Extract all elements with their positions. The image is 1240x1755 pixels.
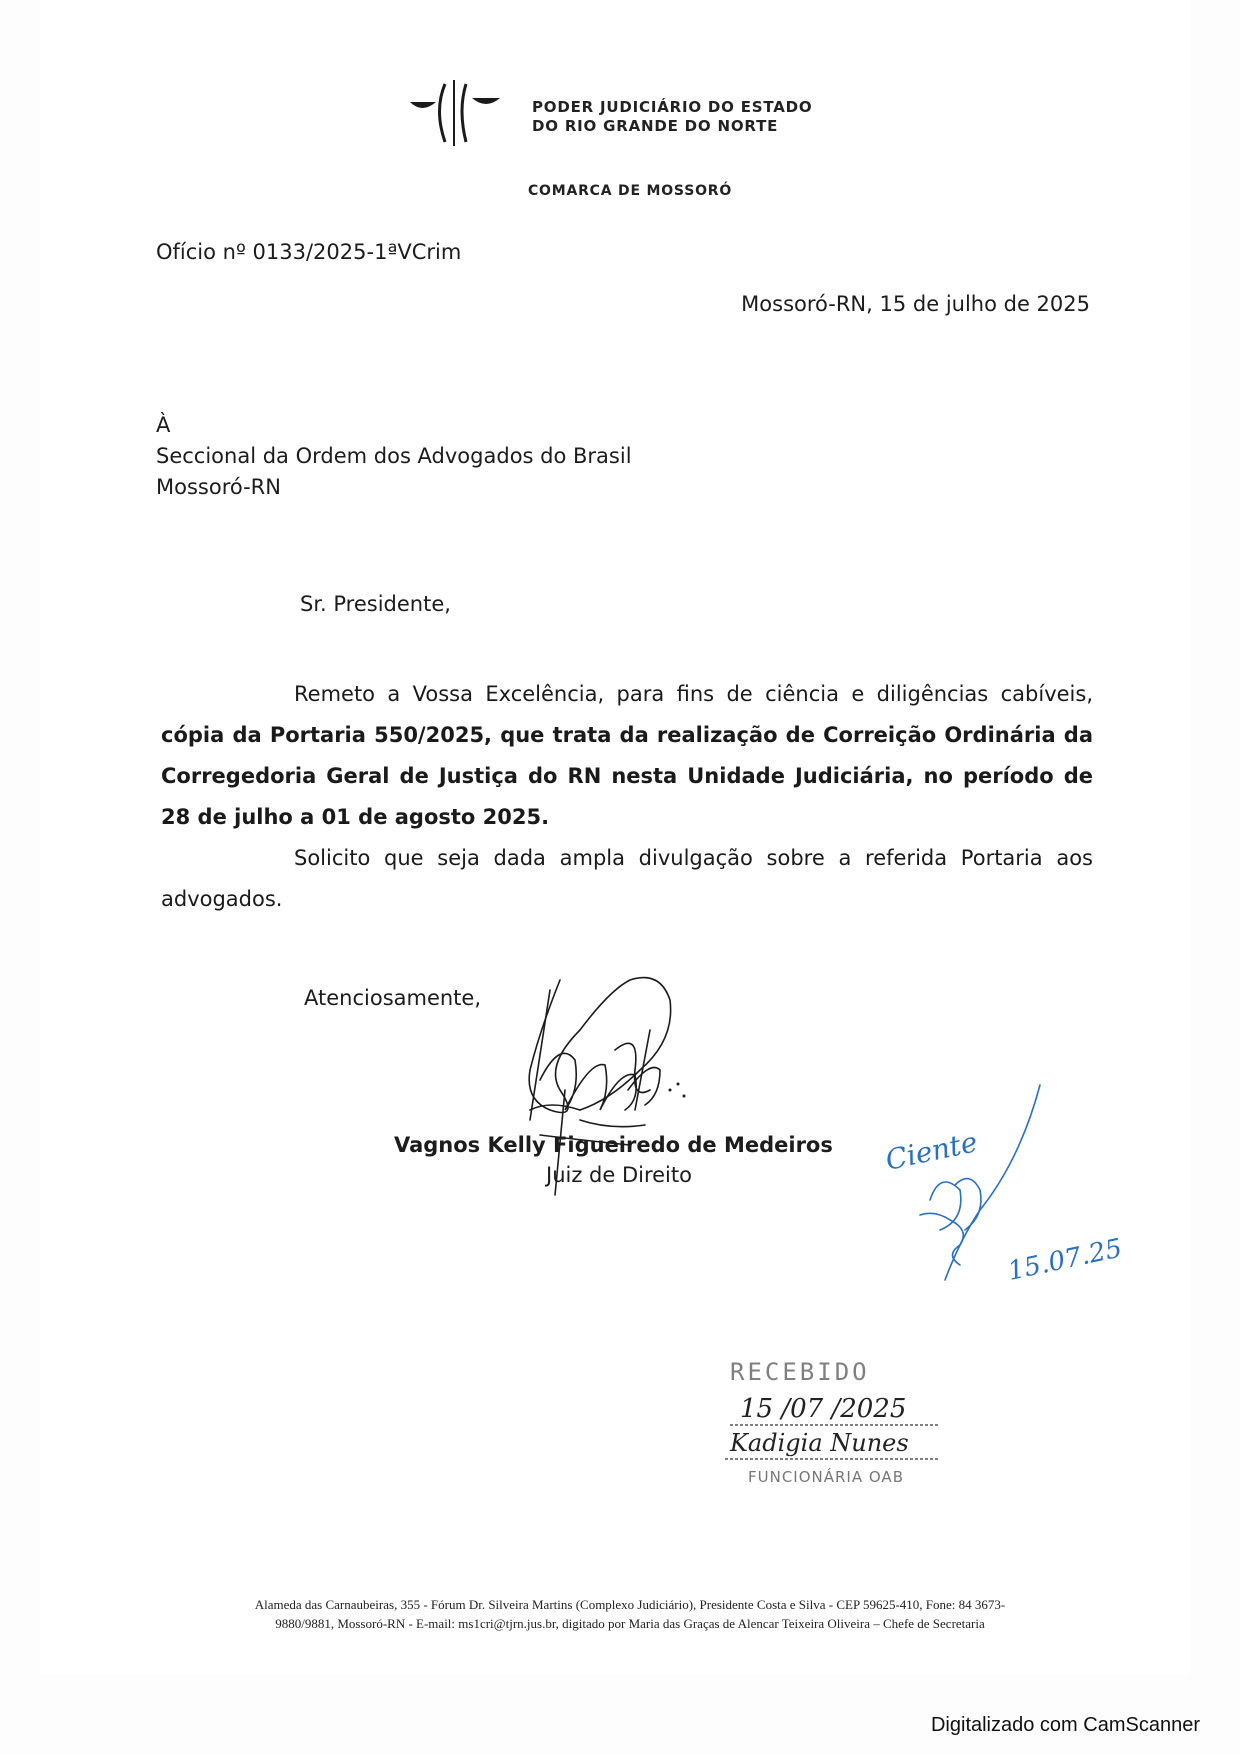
recipient-line-2: Mossoró-RN — [156, 475, 281, 499]
judiciary-logo-icon — [408, 80, 518, 146]
ciente-date: 15.07.25 — [1005, 1233, 1125, 1287]
closing: Atenciosamente, — [304, 986, 482, 1010]
ciente-word: Ciente — [882, 1125, 981, 1177]
received-stamp — [700, 1345, 1000, 1525]
recipient-prefix: À — [156, 413, 171, 437]
dateline: Mossoró-RN, 15 de julho de 2025 — [741, 292, 1090, 316]
paragraph-1-text: Remeto a Vossa Excelência, para fins de ciência e diligências cabíveis, — [294, 682, 1093, 706]
recipient-line-1: Seccional da Ordem dos Advogados do Brasil — [156, 444, 632, 468]
ciente-annotation — [860, 1080, 1130, 1340]
organization-name — [532, 98, 812, 136]
stamp-role: FUNCIONÁRIA OAB — [748, 1468, 904, 1486]
paragraph-2: Solicito que seja dada ampla divulgação sobre a referida Portaria aos advogados. — [161, 846, 1093, 911]
stamp-signature: Kadigia Nunes — [730, 1429, 909, 1457]
footer-address — [170, 1595, 1090, 1633]
footer-line-1: Alameda das Carnaubeiras, 355 - Fórum Dr. Silveira Martins (Complexo Judiciário), Presidente Costa e Silva - CEP 59625-410, Fone: 84 3673- — [254, 1597, 1006, 1612]
salutation: Sr. Presidente, — [300, 592, 451, 616]
org-line-2: DO RIO GRANDE DO NORTE — [532, 117, 779, 135]
comarca-label: COMARCA DE MOSSORÓ — [527, 183, 733, 199]
camscanner-watermark: Digitalizado com CamScanner — [930, 1714, 1200, 1736]
judge-signature — [520, 960, 770, 1240]
org-line-1: PODER JUDICIÁRIO DO ESTADO — [532, 98, 813, 116]
recipient-block — [156, 410, 632, 503]
paragraph-1 — [161, 674, 1093, 838]
footer-line-2: 9880/9881, Mossoró-RN - E-mail: ms1cri@tjrn.jus.br, digitado por Maria das Graças de Alencar Teixeira Oliveira – Chefe de Secretaria — [275, 1616, 985, 1631]
signatory-role: Juiz de Direito — [546, 1163, 692, 1187]
letter-body — [161, 674, 1093, 920]
paragraph-1-bold: cópia da Portaria 550/2025, que trata da realização de Correição Ordinária da Corregedoria Geral de Justiça do RN nesta Unidade Judiciária, no período de 28 de julho a 01 de agosto 2025. — [161, 723, 1093, 829]
signatory-name: Vagnos Kelly Figueiredo de Medeiros — [394, 1133, 833, 1157]
oficio-number: Ofício nº 0133/2025-1ªVCrim — [156, 240, 462, 264]
stamp-date: 15 /07 /2025 — [740, 1394, 907, 1424]
stamp-label: RECEBIDO — [730, 1358, 870, 1386]
